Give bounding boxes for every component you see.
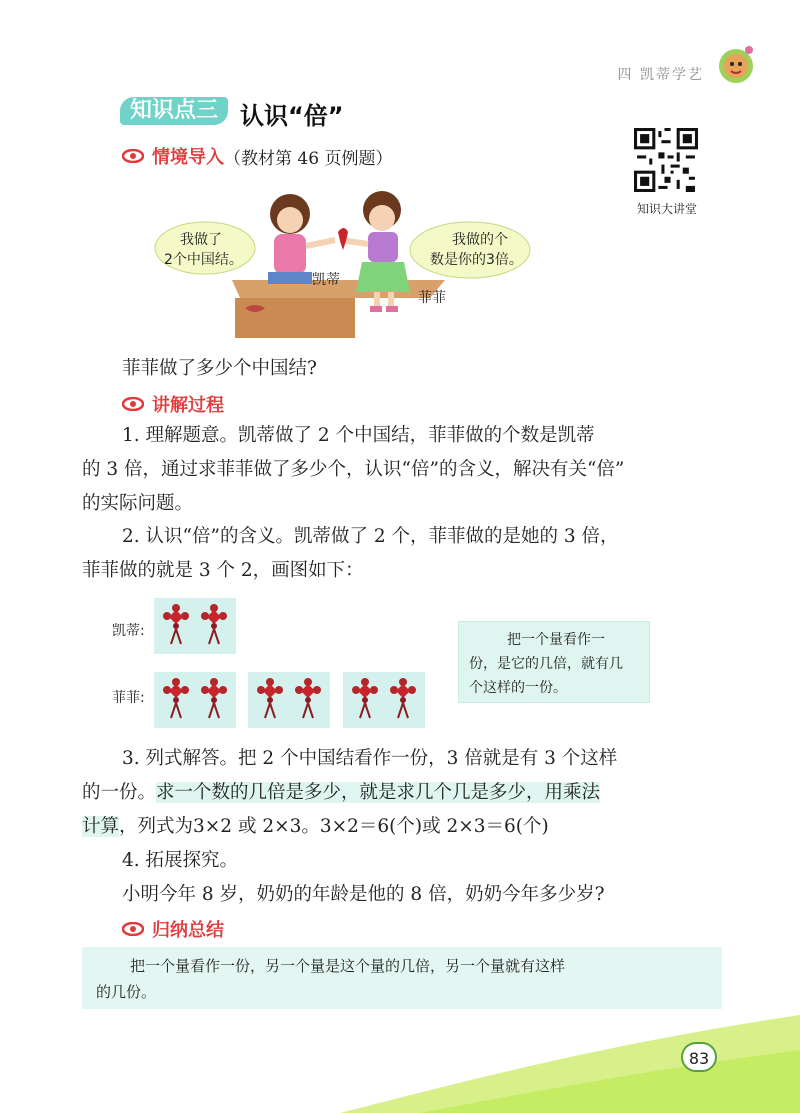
bubble-right-line2: 数是你的3倍。	[430, 252, 523, 268]
summary-line2: 的几份。	[96, 983, 157, 1001]
knot-icon	[163, 678, 189, 718]
question-text: 菲菲做了多少个中国结?	[122, 358, 317, 379]
eye-bullet-icon	[122, 922, 144, 936]
knot-icon	[257, 678, 283, 718]
step3-line2	[82, 776, 600, 810]
knot-icon	[201, 678, 227, 718]
summary-box	[82, 947, 722, 1009]
row-label-kaidi: 凯蒂:	[112, 623, 145, 639]
section-summary-title: 归纳总结	[152, 920, 224, 941]
chapter-title: 四 凯蒂学艺	[617, 67, 704, 83]
tip-box	[458, 621, 650, 703]
section-summary-heading	[122, 916, 224, 942]
bubble-right-line1: 我做的个	[452, 232, 508, 248]
section-explain-title: 讲解过程	[152, 395, 224, 416]
step3-line3	[82, 810, 549, 844]
tip-line1: 把一个量看作一	[507, 632, 605, 648]
qr-label: 知识大讲堂	[636, 202, 697, 216]
step3-line2-plain: 的一份。	[82, 782, 157, 803]
knot-icon	[352, 678, 378, 718]
page-number: 83	[681, 1042, 717, 1072]
step4-line2: 小明今年 8 岁，奶奶的年龄是他的 8 倍，奶奶今年多少岁?	[122, 884, 605, 905]
step3-line2-highlight: 求一个数的几倍是多少，就是求几个几是多少，用乘法	[156, 782, 601, 803]
tip-line2: 份，是它的几倍，就有几	[469, 656, 623, 672]
step3-line1: 3. 列式解答。把 2 个中国结看作一份，3 倍就是有 3 个这样	[122, 748, 618, 769]
step3-line3-highlight: 计算	[82, 816, 120, 837]
topic-badge: 知识点三	[120, 97, 228, 125]
step1-line3: 的实际问题。	[82, 493, 194, 514]
knot-icon	[390, 678, 416, 718]
step2-line2: 菲菲做的就是 3 个 2，画图如下：	[82, 560, 364, 581]
knot-icon	[201, 604, 227, 644]
step1-line1: 1. 理解题意。凯蒂做了 2 个中国结，菲菲做的个数是凯蒂	[122, 425, 595, 446]
section-intro-subtitle: （教材第 46 页例题）	[224, 148, 393, 169]
knot-icon	[295, 678, 321, 718]
illustration-name-kaidi: 凯蒂	[312, 272, 340, 288]
bubble-left-line2: 2个中国结。	[164, 252, 243, 268]
knot-icon	[163, 604, 189, 644]
row-label-feifei: 菲菲:	[112, 690, 145, 706]
illustration-name-feifei: 菲菲	[418, 290, 446, 306]
tip-line3: 个这样的一份。	[469, 680, 567, 696]
summary-line1: 把一个量看作一份，另一个量是这个量的几倍，另一个量就有这样	[130, 957, 566, 975]
step1-line2: 的 3 倍，通过求菲菲做了多少个，认识“倍”的含义，解决有关“倍”	[82, 459, 625, 480]
bubble-left-line1: 我做了	[180, 232, 222, 248]
step4-line1: 4. 拓展探究。	[122, 850, 239, 871]
section-intro-title: 情境导入	[152, 147, 224, 168]
step2-line1: 2. 认识“倍”的含义。凯蒂做了 2 个，菲菲做的是她的 3 倍，	[122, 526, 619, 547]
topic-title: 认识“倍”	[240, 102, 344, 130]
step3-line3-plain: ，列式为3×2 或 2×3。3×2＝6(个)或 2×3＝6(个)	[119, 816, 549, 837]
